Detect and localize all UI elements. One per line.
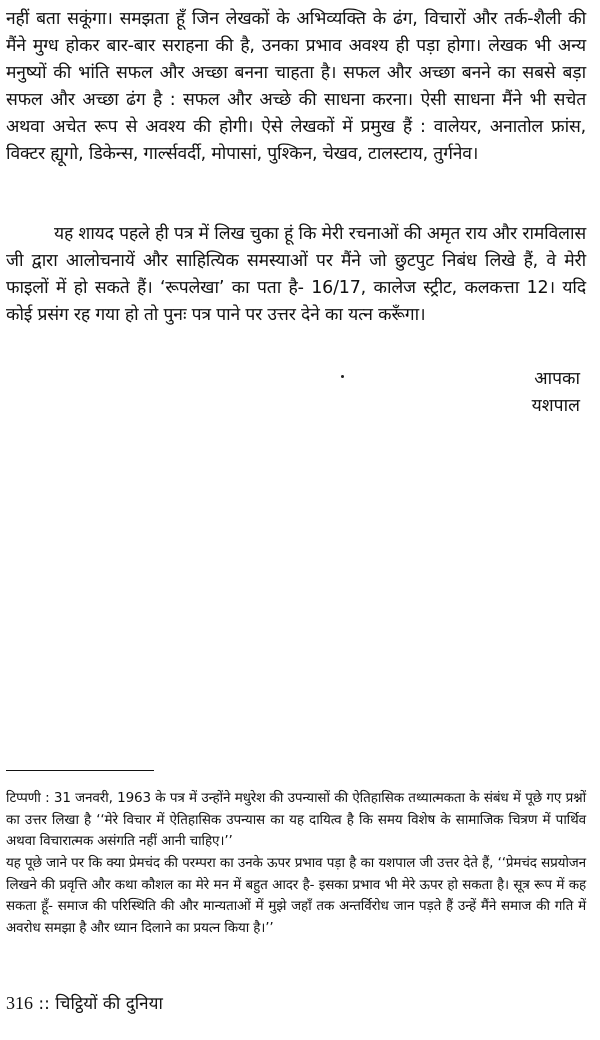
footnote-1: टिप्पणी : 31 जनवरी, 1963 के पत्र में उन्होंने मधुरेश की उपन्यासों की ऐतिहासिक तथ्यात्मकता के संबंध में पूछे गए प्रश्नों का उत्तर लिखा है ‘‘मेरे विचार में ऐतिहासिक उपन्यास का यह दायित्व है कि समय विशेष के सामाजिक चित्रण में पार्थिव अथवा विचारात्मक असंगति नहीं आनी चाहिए।’’ xyxy=(6,790,586,849)
letter-signature: यशपाल xyxy=(531,396,580,416)
book-title: चिट्ठियों की दुनिया xyxy=(55,994,163,1014)
page-footer xyxy=(6,991,163,1016)
letter-paragraph-1: नहीं बता सकूंगा। समझता हूँ जिन लेखकों के अभिव्यक्ति के ढंग, विचारों और तर्क-शैली की मैंने मुग्ध होकर बार-बार सराहना की है, उनका प्रभाव अवश्य ही पड़ा होगा। लेखक भी अन्य मनुष्यों की भांति सफल और अच्छा बनना चाहता है। सफल और अच्छा बनने का सबसे बड़ा सफल और अच्छा ढंग है : सफल और अच्छे की साधना करना। ऐसी साधना मैंने भी सचेत अथवा अचेत रूप से अवश्य की होगी। ऐसे लेखकों में प्रमुख हैं : वालेयर, अनातोल फ्रांस, विक्टर ह्यूगो, डिकेन्स, गार्ल्सवर्दी, मोपासां, पुश्किन, चेखव, टालस्टाय, तुर्गनेव। xyxy=(6,9,586,164)
footer-separator: :: xyxy=(38,994,50,1014)
ink-speck xyxy=(341,375,344,378)
letter-paragraph-2: यह शायद पहले ही पत्र में लिख चुका हूं कि मेरी रचनाओं की अमृत राय और रामविलास जी द्वारा आलोचनायें और साहित्यिक समस्याओं पर मैंने जो छुटपुट निबंध लिखे हैं, वे मेरी फाइलों में हो सकते हैं। ‘रूपलेखा’ का पता है- 16/17, कालेज स्ट्रीट, कलकत्ता 12। यदि कोई प्रसंग रह गया हो तो पुनः पत्र पाने पर उत्तर देने का यत्न करूँगा। xyxy=(6,224,586,325)
page-number: 316 xyxy=(6,993,33,1013)
letter-closing: आपका xyxy=(534,369,580,389)
footnote-divider xyxy=(6,770,154,771)
footnote-2: यह पूछे जाने पर कि क्या प्रेमचंद की परम्परा का उनके ऊपर प्रभाव पड़ा है का यशपाल जी उत्तर देते हैं, ‘‘प्रेमचंद सप्रयोजन लिखने की प्रवृत्ति और कथा कौशल का मेरे मन में बहुत आदर है- इसका प्रभाव भी मेरे ऊपर हो सकता है। सूत्र रूप में कह सकता हूँ- समाज की परिस्थिति की और मान्यताओं में मुझे जहाँ तक अन्तर्विरोध जान पड़ते हैं उन्हें मैंने समाज की गति में अवरोध समझा है और ध्यान दिलाने का प्रयत्न किया है।’’ xyxy=(6,855,586,936)
